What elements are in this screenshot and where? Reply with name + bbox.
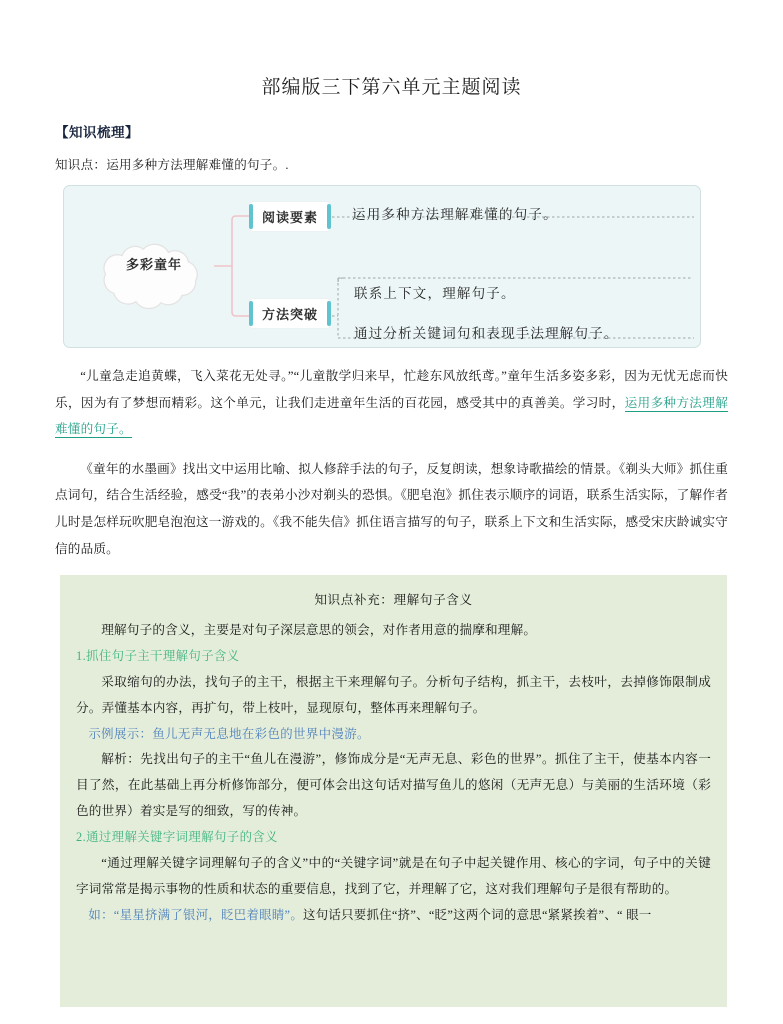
mindmap-figure [63,185,701,348]
body-paragraph-1-text: “儿童急走追黄蝶，飞入菜花无处寻。”“儿童散学归来早，忙趁东风放纸鸢。”童年生活多姿多彩，因为无忧无虑而快乐，因为有了梦想而精彩。这个单元，让我们走进童年生活的百花园，感受其中的真善美。学习时， [55,369,728,410]
body-paragraph-2: 《童年的水墨画》找出文中运用比喻、拟人修辞手法的句子，反复朗读，想象诗歌描绘的情景。《剃头大师》抓住重点词句，结合生活经验，感受“我”的表弟小沙对剃头的恐惧。《肥皂泡》抓住表示顺序的词语，联系生活实际，了解作者儿时是怎样玩吹肥皂泡泡这一游戏的。《我不能失信》抓住语言描写的句子，联系上下文和生活实际，感受宋庆龄诚实守信的品质。 [55,461,728,556]
mindmap-leaf-method-1: 联系上下文，理解句子。 [354,286,516,301]
supplement-example-2-rest: 这句话只要抓住“挤”、“眨”这两个词的意思“紧紧挨着”、“ 眼一 [303,907,652,922]
supplement-analysis-1: 解析：先找出句子的主干“鱼儿在漫游”，修饰成分是“无声无息、彩色的世界”。抓住了主干，使基本内容一目了然，在此基础上再分析修饰部分，便可体会出这句话对描写鱼儿的悠闲（无声无息）与美丽的生活环境（彩色的世界）着实是写的细致，写的传神。 [76,752,711,819]
mindmap-center-label: 多彩童年 [125,257,182,272]
supplement-example-2 [76,903,711,929]
supplement-paragraph-1: 采取缩句的办法，找句子的主干，根据主干来理解句子。分析句子结构，抓主干，去枝叶，去掉修饰限制成分。弄懂基本内容，再扩句，带上枝叶，显现原句，整体再来理解句子。 [76,674,711,715]
mindmap-leaf-method-2: 通过分析关键词句和表现手法理解句子。 [354,326,619,341]
highlighted-key-sentence: 运用多种方法理解难懂的句子。 [55,395,728,437]
supplement-intro: 理解句子的含义，主要是对句子深层意思的领会，对作者用意的揣摩和理解。 [101,623,537,638]
supplement-paragraph-2: “通过理解关键字词理解句子的含义”中的“关键字词”就是在句子中起关键作用、核心的字词，句子中的关键字词常常是揭示事物的性质和状态的重要信息，找到了它，并理解了它，这对我们理解句子是很有帮助的。 [76,855,711,896]
section-heading: 【知识梳理】 [55,125,139,140]
knowledge-supplement-box [60,575,727,1007]
mindmap-node-method-breakthrough[interactable]: 方法突破 [250,299,330,328]
knowledge-point-line: 知识点：运用多种方法理解难懂的句子。. [55,158,289,172]
body-paragraph-1 [55,363,728,443]
supplement-example-2-blue: 如：“星星挤满了银河，眨巴着眼睛”。 [88,907,304,922]
mindmap-node-reading-element[interactable]: 阅读要素 [250,202,330,231]
mindmap-leaf-reading-1: 运用多种方法理解难懂的句子。 [352,207,558,222]
supplement-example-1: 示例展示：鱼儿无声无息地在彩色的世界中漫游。 [88,726,370,741]
supplement-title: 知识点补充：理解句子含义 [314,593,473,608]
page-title: 部编版三下第六单元主题阅读 [261,77,522,98]
supplement-subheading-1: 1.抓住句子主干理解句子含义 [76,649,240,664]
supplement-subheading-2: 2.通过理解关键字词理解句子的含义 [76,830,278,845]
